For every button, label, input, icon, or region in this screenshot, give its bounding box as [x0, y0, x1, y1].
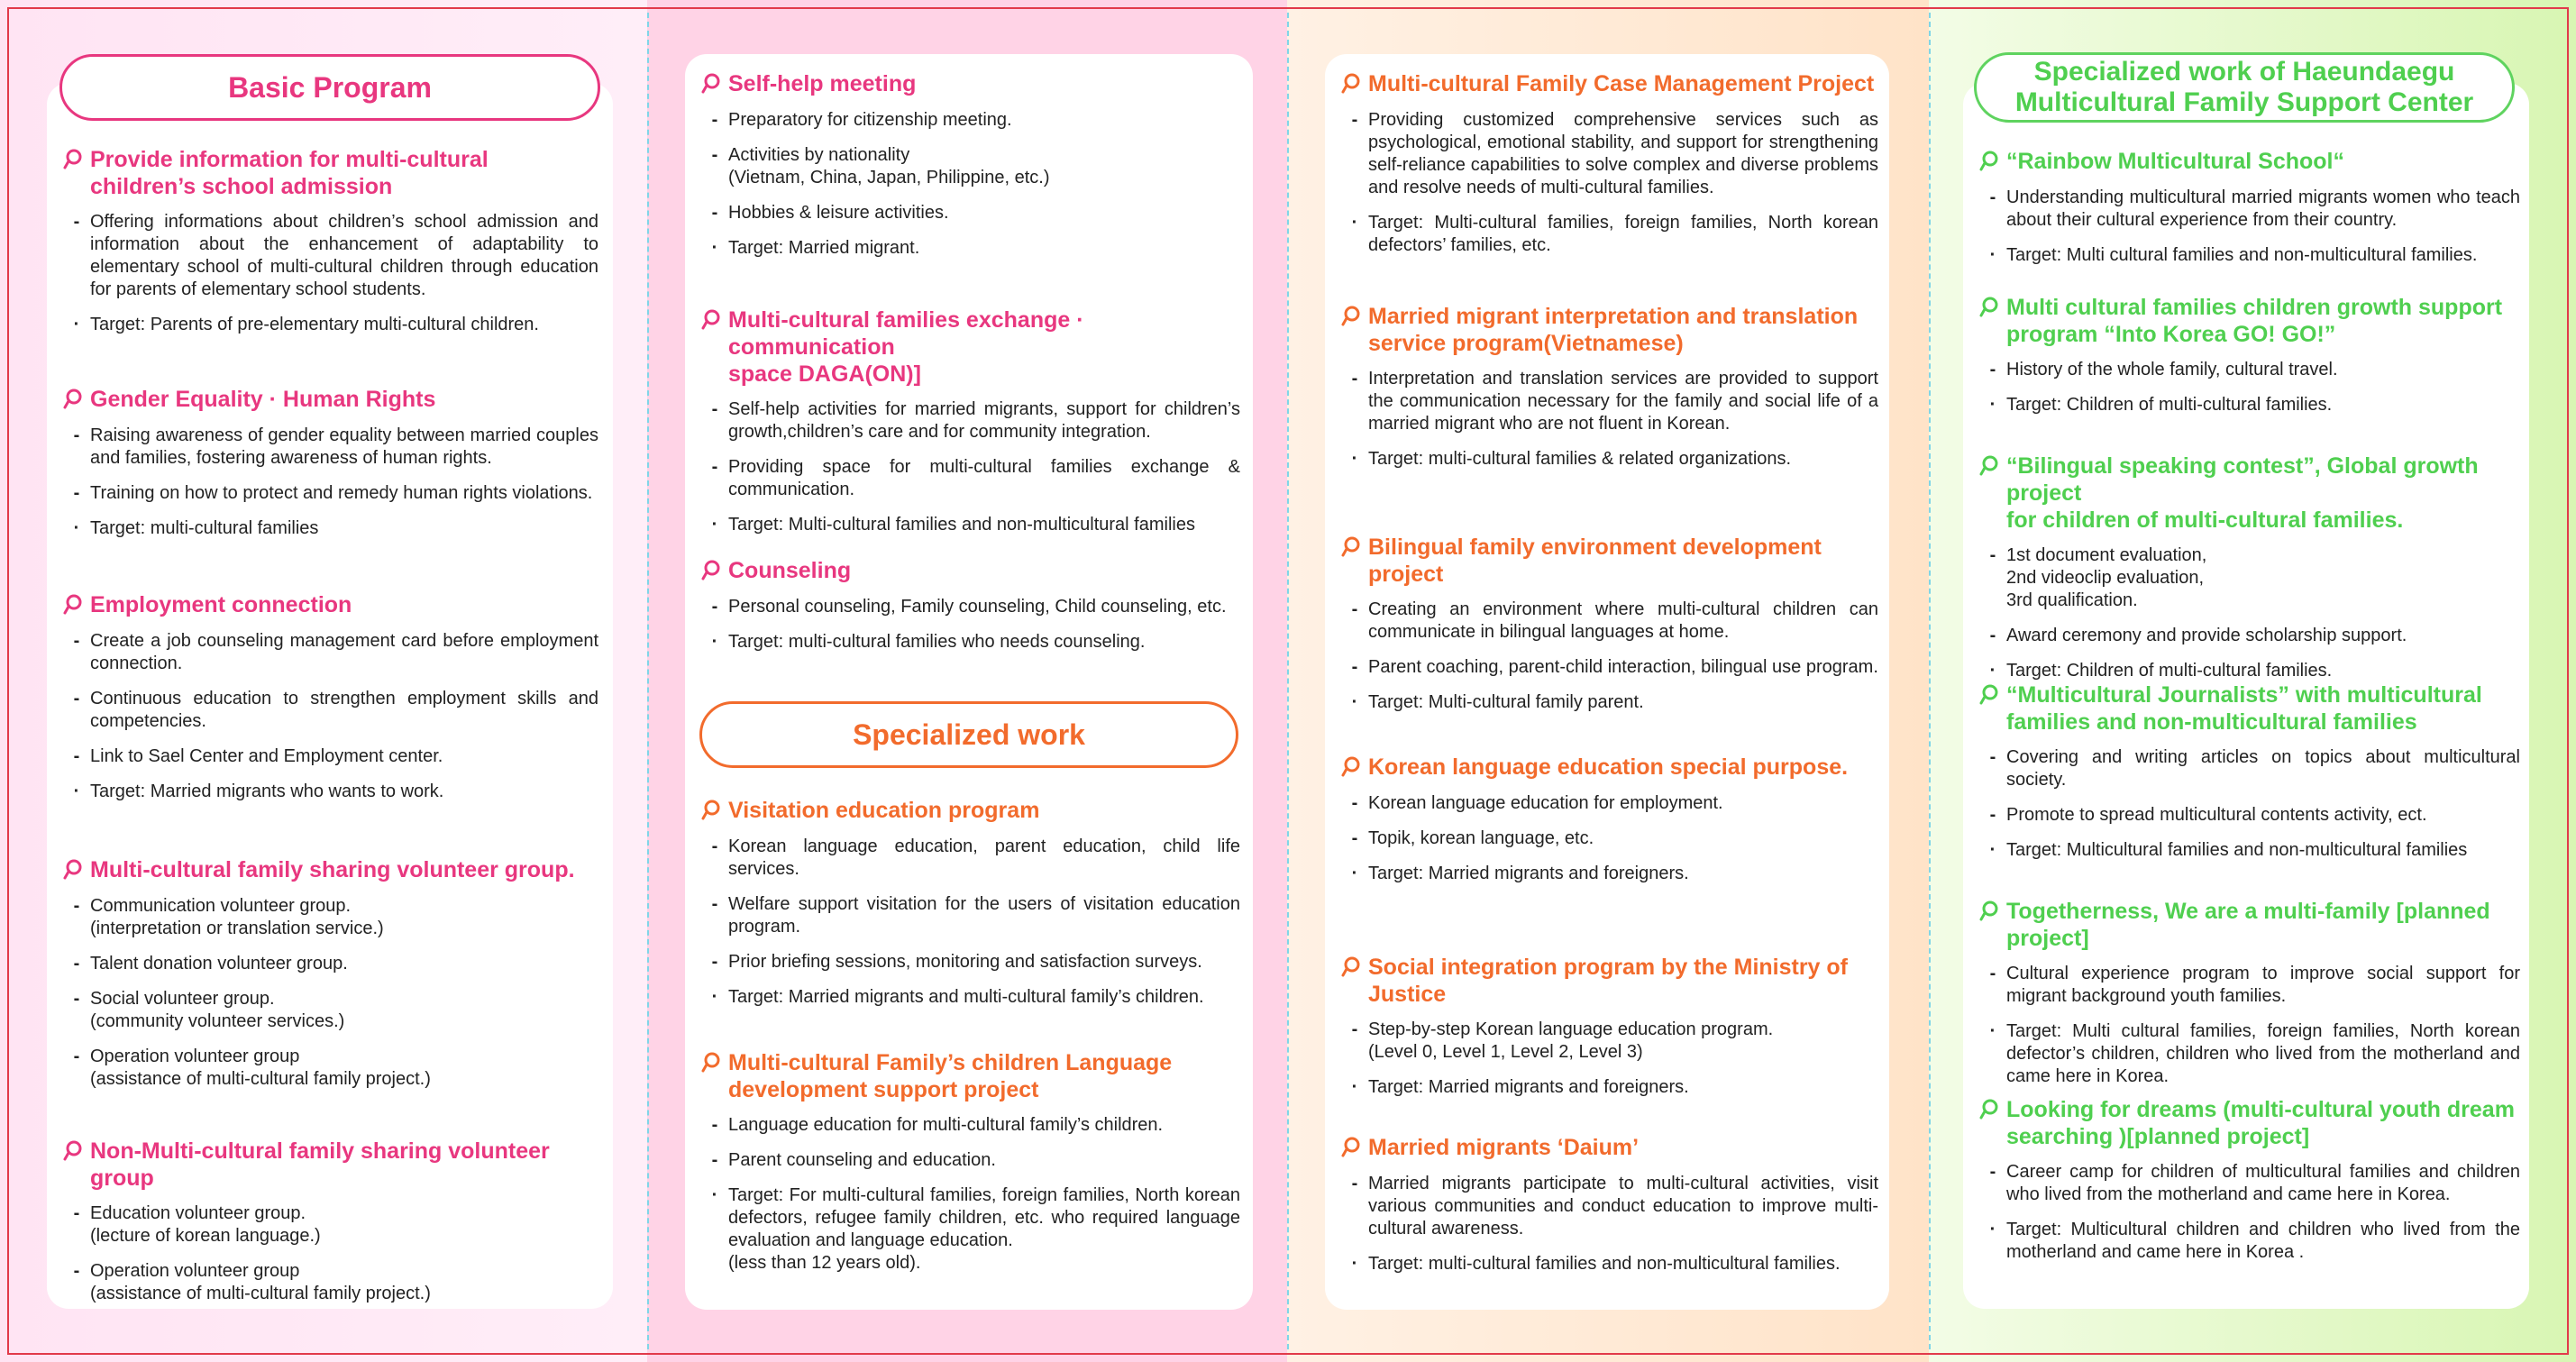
item-text: Career camp for children of multicultural families and children who lived from the motherland and came here in Korea.: [2006, 1162, 2520, 1204]
search-icon: [701, 308, 721, 336]
bullet-marker: ·: [1351, 213, 1358, 233]
section-counseling: [701, 557, 1240, 666]
fold-line: [647, 13, 649, 1349]
list-item: [701, 951, 1240, 974]
bullet-marker: -: [711, 952, 718, 972]
section-non-multi-cultural-family-sharing-volunt: [63, 1138, 598, 1318]
section-employment-connection: [63, 591, 598, 816]
search-icon: [1979, 150, 1999, 178]
section-title: [1979, 681, 2520, 736]
section-social-integration-program-by-the-minist: [1341, 954, 1878, 1111]
list-item: [1979, 963, 2520, 1008]
list-item: [701, 456, 1240, 501]
bullet-marker: -: [1989, 360, 1996, 379]
item-text: Operation volunteer group (assistance of multi-cultural family project.): [90, 1047, 431, 1089]
section-multi-cultural-family-case-management-pr: [1341, 70, 1878, 270]
bullet-marker: -: [711, 457, 718, 477]
item-text: Target: multi-cultural families who needs counseling.: [728, 632, 1146, 652]
section-title-text: Korean language education special purpose.: [1368, 754, 1849, 780]
search-icon: [63, 1139, 83, 1167]
target-item: [1341, 691, 1878, 714]
bullet-marker: -: [73, 425, 80, 445]
search-icon: [1979, 1098, 1999, 1126]
section-title: [1341, 1134, 1878, 1162]
section-title: [701, 797, 1240, 825]
search-icon: [63, 148, 83, 176]
section-title-text: Looking for dreams (multi-cultural youth dream searching )[planned project]: [2006, 1097, 2515, 1149]
section-bilingual-speaking-contest-global-growth: [1979, 452, 2520, 695]
search-icon: [1979, 900, 1999, 928]
item-text: Target: Multi-cultural family parent.: [1368, 692, 1644, 712]
list-item: [1341, 827, 1878, 850]
list-item: [63, 211, 598, 301]
list-item: [701, 202, 1240, 224]
section-title-text: Self-help meeting: [728, 71, 917, 96]
section-multi-cultural-family-sharing-volunteer-: [63, 856, 598, 1103]
bullet-marker: ·: [1989, 1220, 1996, 1239]
search-icon: [1979, 454, 1999, 482]
item-text: Cultural experience program to improve social support for migrant background youth families.: [2006, 964, 2520, 1006]
section-title-text: “Bilingual speaking contest”, Global growth project for children of multi-cultural families.: [2006, 453, 2479, 533]
search-icon: [701, 799, 721, 827]
section-title: [1979, 898, 2520, 952]
fold-line: [1287, 13, 1289, 1349]
item-text: Social volunteer group. (community volunteer services.): [90, 989, 345, 1031]
list-item: [63, 630, 598, 675]
list-item: [63, 1202, 598, 1248]
list-item: [701, 1114, 1240, 1137]
haeundaegu-center-heading: [1974, 52, 2515, 123]
list-item: [701, 144, 1240, 189]
item-text: Creating an environment where multi-cultural children can communicate in bilingual languages at home.: [1368, 599, 1878, 642]
bullet-marker: -: [73, 689, 80, 708]
item-text: Link to Sael Center and Employment center.: [90, 746, 443, 766]
target-item: [1979, 839, 2520, 862]
bullet-marker: -: [1351, 599, 1358, 619]
item-text: Language education for multi-cultural family’s children.: [728, 1115, 1164, 1135]
item-text: Personal counseling, Family counseling, Child counseling, etc.: [728, 597, 1227, 617]
item-text: Promote to spread multicultural contents activity, ect.: [2006, 805, 2427, 825]
search-icon: [1341, 72, 1361, 100]
list-item: [63, 482, 598, 505]
item-text: Award ceremony and provide scholarship support.: [2006, 626, 2407, 645]
target-item: [1341, 448, 1878, 471]
search-icon: [701, 72, 721, 100]
bullet-marker: ·: [73, 782, 80, 801]
bullet-marker: ·: [711, 238, 718, 258]
bullet-marker: -: [711, 145, 718, 165]
bullet-marker: -: [73, 1203, 80, 1223]
bullet-marker: -: [711, 203, 718, 223]
bullet-marker: -: [73, 212, 80, 232]
section-title: [701, 306, 1240, 388]
bullet-marker: -: [1989, 1162, 1996, 1182]
section-title-text: Employment connection: [90, 592, 352, 617]
item-text: Target: Parents of pre-elementary multi-cultural children.: [90, 315, 539, 334]
item-text: Target: multi-cultural families & related organizations.: [1368, 449, 1792, 469]
bullet-marker: -: [73, 896, 80, 916]
section-title-text: “Rainbow Multicultural School“: [2006, 149, 2344, 174]
item-text: Target: Married migrants who wants to work.: [90, 782, 444, 801]
section-rainbow-multicultural-school: [1979, 148, 2520, 279]
list-item: [1341, 1019, 1878, 1064]
target-item: [1979, 1219, 2520, 1264]
section-title: [701, 70, 1240, 98]
item-text: Hobbies & leisure activities.: [728, 203, 949, 223]
bullet-marker: -: [1351, 110, 1358, 130]
list-item: [1341, 109, 1878, 199]
bullet-marker: -: [73, 989, 80, 1009]
section-title-text: Bilingual family environment development project: [1368, 535, 1822, 587]
bullet-marker: ·: [1989, 395, 1996, 415]
bullet-marker: ·: [1351, 692, 1358, 712]
item-text: Target: Multicultural children and children who lived from the motherland and came here in Korea .: [2006, 1220, 2520, 1262]
list-item: [63, 953, 598, 975]
item-text: Target: Multi-cultural families, foreign families, North korean defectors’ families, etc.: [1368, 213, 1878, 255]
list-item: [1979, 359, 2520, 381]
section-title-text: Togetherness, We are a multi-family [planned project]: [2006, 899, 2490, 951]
list-item: [701, 596, 1240, 618]
item-text: Target: multi-cultural families: [90, 518, 319, 538]
bullet-marker: ·: [711, 1185, 718, 1205]
search-icon: [1341, 535, 1361, 563]
item-text: Activities by nationality (Vietnam, China, Japan, Philippine, etc.): [728, 145, 1050, 187]
list-item: [1341, 1173, 1878, 1240]
list-item: [63, 425, 598, 470]
search-icon: [1341, 305, 1361, 333]
item-text: Continuous education to strengthen employment skills and competencies.: [90, 689, 598, 731]
section-title-text: Social integration program by the Ministry of Justice: [1368, 955, 1849, 1007]
list-item: [1341, 599, 1878, 644]
item-text: Target: Married migrant.: [728, 238, 920, 258]
section-provide-information-for-multi-cultural-c: [63, 146, 598, 349]
list-item: [701, 893, 1240, 938]
section-multi-cultural-families-exchange-communi: [701, 306, 1240, 549]
list-item: [63, 688, 598, 733]
section-title-text: Visitation education program: [728, 798, 1040, 823]
search-icon: [1341, 1136, 1361, 1164]
item-text: Prior briefing sessions, monitoring and satisfaction surveys.: [728, 952, 1202, 972]
item-text: Married migrants participate to multi-cultural activities, visit various communities and conduct education to improve multi-cultural awareness.: [1368, 1174, 1878, 1239]
section-title: [1979, 452, 2520, 534]
target-item: [701, 986, 1240, 1009]
bullet-marker: ·: [1351, 1077, 1358, 1097]
search-icon: [1341, 755, 1361, 783]
target-item: [63, 517, 598, 540]
item-text: Target: Multi-cultural families and non-multicultural families: [728, 515, 1195, 535]
item-text: Parent counseling and education.: [728, 1150, 996, 1170]
bullet-marker: -: [1989, 545, 1996, 565]
bullet-marker: ·: [711, 515, 718, 535]
list-item: [1979, 1161, 2520, 1206]
section-title: [63, 386, 598, 414]
section-title: [701, 1049, 1240, 1103]
target-item: [63, 314, 598, 336]
item-text: Providing space for multi-cultural families exchange & communication.: [728, 457, 1240, 499]
target-item: [1341, 863, 1878, 885]
target-item: [1979, 660, 2520, 682]
item-text: Target: Children of multi-cultural families.: [2006, 395, 2333, 415]
section-title: [1979, 1096, 2520, 1150]
bullet-marker: -: [73, 1047, 80, 1066]
item-text: Target: Married migrants and foreigners.: [1368, 864, 1689, 883]
bullet-marker: ·: [711, 987, 718, 1007]
target-item: [701, 237, 1240, 260]
target-item: [1341, 1076, 1878, 1099]
item-text: Target: Multi cultural families, foreign families, North korean defector’s children, children who lived from the motherland and came here in Korea.: [2006, 1021, 2520, 1086]
list-item: [1979, 544, 2520, 612]
item-text: Target: Married migrants and multi-cultural family’s children.: [728, 987, 1204, 1007]
item-text: Target: Multi cultural families and non-multicultural families.: [2006, 245, 2478, 265]
bullet-marker: -: [73, 746, 80, 766]
section-title: [1341, 534, 1878, 588]
bullet-marker: -: [73, 631, 80, 651]
list-item: [701, 1149, 1240, 1172]
section-title-text: Multi-cultural families exchange · communication space DAGA(ON)]: [728, 307, 1084, 387]
section-title-text: Gender Equality · Human Rights: [90, 387, 436, 412]
section-title: [701, 557, 1240, 585]
bullet-marker: -: [711, 836, 718, 856]
bullet-marker: -: [711, 399, 718, 419]
list-item: [1341, 656, 1878, 679]
bullet-marker: -: [711, 1115, 718, 1135]
section-visitation-education-program: [701, 797, 1240, 1021]
section-gender-equality-human-rights: [63, 386, 598, 553]
section-title: [1341, 70, 1878, 98]
section-title: [1979, 148, 2520, 176]
section-self-help-meeting: [701, 70, 1240, 272]
bullet-marker: ·: [1351, 449, 1358, 469]
bullet-marker: -: [1351, 657, 1358, 677]
item-text: Target: Multicultural families and non-multicultural families: [2006, 840, 2468, 860]
bullet-marker: -: [73, 1261, 80, 1281]
bullet-marker: ·: [73, 518, 80, 538]
search-icon: [1979, 683, 1999, 711]
search-icon: [1979, 296, 1999, 324]
fold-line: [1929, 13, 1931, 1349]
list-item: [1341, 368, 1878, 435]
list-item: [1979, 804, 2520, 827]
section-title-text: Multi-cultural Family’s children Language development support project: [728, 1050, 1173, 1102]
search-icon: [701, 1051, 721, 1079]
item-text: 1st document evaluation, 2nd videoclip evaluation, 3rd qualification.: [2006, 545, 2207, 610]
search-icon: [63, 593, 83, 621]
item-text: Target: Married migrants and foreigners.: [1368, 1077, 1689, 1097]
section-multi-cultural-family-s-children-languag: [701, 1049, 1240, 1287]
section-title-text: Counseling: [728, 558, 852, 583]
basic-program-heading: Basic Program: [59, 54, 600, 121]
list-item: [63, 745, 598, 768]
list-item: [1979, 187, 2520, 232]
bullet-marker: ·: [1989, 1021, 1996, 1041]
section-title-text: Multi cultural families children growth support program “Into Korea GO! GO!”: [2006, 295, 2503, 347]
list-item: [701, 109, 1240, 132]
section-married-migrants-daium: [1341, 1134, 1878, 1288]
list-item: [63, 1046, 598, 1091]
bullet-marker: ·: [1351, 864, 1358, 883]
bullet-marker: -: [1351, 1019, 1358, 1039]
item-text: Self-help activities for married migrants, support for children’s growth,children’s care and for community integration.: [728, 399, 1240, 442]
bullet-marker: -: [1989, 964, 1996, 983]
bullet-marker: ·: [1989, 840, 1996, 860]
section-title-text: Non-Multi-cultural family sharing volunteer group: [90, 1138, 550, 1191]
bullet-marker: ·: [73, 315, 80, 334]
bullet-marker: -: [73, 954, 80, 974]
section-title-text: Multi-cultural Family Case Management Project: [1368, 71, 1875, 96]
target-item: [1979, 394, 2520, 416]
target-item: [701, 1184, 1240, 1275]
bullet-marker: ·: [711, 632, 718, 652]
section-title-text: Married migrants ‘Daium’: [1368, 1135, 1640, 1160]
item-text: Talent donation volunteer group.: [90, 954, 348, 974]
heading-line-2: Multicultural Family Support Center: [2014, 87, 2474, 117]
item-text: Parent coaching, parent-child interaction, bilingual use program.: [1368, 657, 1878, 677]
search-icon: [63, 388, 83, 416]
item-text: Target: Children of multi-cultural families.: [2006, 661, 2333, 681]
section-korean-language-education-special-purpos: [1341, 754, 1878, 898]
section-married-migrant-interpretation-and-trans: [1341, 303, 1878, 483]
section-bilingual-family-environment-development: [1341, 534, 1878, 727]
bullet-marker: -: [1989, 805, 1996, 825]
item-text: Korean language education for employment.: [1368, 793, 1723, 813]
search-icon: [1341, 955, 1361, 983]
section-title-text: Multi-cultural family sharing volunteer group.: [90, 857, 575, 882]
bullet-marker: -: [711, 110, 718, 130]
item-text: Operation volunteer group (assistance of multi-cultural family project.): [90, 1261, 431, 1303]
bullet-marker: ·: [1351, 1254, 1358, 1274]
list-item: [1979, 746, 2520, 791]
target-item: [701, 631, 1240, 654]
item-text: Step-by-step Korean language education program. (Level 0, Level 1, Level 2, Level 3): [1368, 1019, 1774, 1062]
list-item: [701, 836, 1240, 881]
item-text: Training on how to protect and remedy human rights violations.: [90, 483, 593, 503]
item-text: Providing customized comprehensive services such as psychological, emotional stability, and support for strengthening self-reliance capabilities to solve complex and diverse problems and resolve needs of multi-cultural families.: [1368, 110, 1878, 197]
target-item: [1979, 244, 2520, 267]
section-title: [1341, 754, 1878, 782]
list-item: [63, 1260, 598, 1305]
section-multi-cultural-families-children-growth-: [1979, 294, 2520, 429]
section-title-text: Provide information for multi-cultural children’s school admission: [90, 147, 489, 199]
item-text: Korean language education, parent education, child life services.: [728, 836, 1240, 879]
heading-line-1: Specialized work of Haeundaegu: [2033, 57, 2455, 87]
bullet-marker: -: [1351, 793, 1358, 813]
bullet-marker: -: [711, 597, 718, 617]
section-title: [1341, 954, 1878, 1008]
list-item: [1341, 792, 1878, 815]
item-text: Welfare support visitation for the users of visitation education program.: [728, 894, 1240, 937]
item-text: History of the whole family, cultural travel.: [2006, 360, 2338, 379]
section-title: [1341, 303, 1878, 357]
item-text: Preparatory for citizenship meeting.: [728, 110, 1012, 130]
section-looking-for-dreams-multi-cultural-youth-: [1979, 1096, 2520, 1276]
target-item: [701, 514, 1240, 536]
item-text: Target: multi-cultural families and non-multicultural families.: [1368, 1254, 1841, 1274]
search-icon: [701, 559, 721, 587]
item-text: Offering informations about children’s school admission and information about the enhancement of adaptability to elementary school of multi-cultural children through education for parents of elementary school students.: [90, 212, 598, 299]
bullet-marker: -: [1989, 187, 1996, 207]
item-text: Communication volunteer group. (interpretation or translation service.): [90, 896, 384, 938]
bullet-marker: -: [1351, 369, 1358, 388]
list-item: [63, 895, 598, 940]
bullet-marker: -: [73, 483, 80, 503]
specialized-work-heading: Specialized work: [699, 701, 1238, 768]
section-togetherness-we-are-a-multi-family-plann: [1979, 898, 2520, 1101]
item-text: Education volunteer group. (lecture of korean language.): [90, 1203, 321, 1246]
bullet-marker: ·: [1989, 245, 1996, 265]
item-text: Covering and writing articles on topics about multicultural society.: [2006, 747, 2520, 790]
section-title: [63, 1138, 598, 1192]
item-text: Interpretation and translation services are provided to support the communication necessary for the family and social life of a married migrant who are not fluent in Korean.: [1368, 369, 1878, 434]
item-text: Topik, korean language, etc.: [1368, 828, 1594, 848]
list-item: [63, 988, 598, 1033]
item-text: Understanding multicultural married migrants women who teach about their cultural experience from their country.: [2006, 187, 2520, 230]
bullet-marker: -: [1351, 828, 1358, 848]
bullet-marker: -: [1989, 747, 1996, 767]
section-title-text: “Multicultural Journalists” with multicultural families and non-multicultural families: [2006, 682, 2482, 735]
item-text: Create a job counseling management card before employment connection.: [90, 631, 598, 673]
target-item: [1979, 1020, 2520, 1088]
target-item: [1341, 212, 1878, 257]
item-text: Raising awareness of gender equality between married couples and families, fostering awareness of human rights.: [90, 425, 598, 468]
section-title: [63, 591, 598, 619]
section-multicultural-journalists-with-multicult: [1979, 681, 2520, 874]
list-item: [701, 398, 1240, 443]
bullet-marker: -: [1351, 1174, 1358, 1193]
bullet-marker: -: [711, 1150, 718, 1170]
section-title-text: Married migrant interpretation and translation service program(Vietnamese): [1368, 304, 1859, 356]
list-item: [1979, 625, 2520, 647]
item-text: Target: For multi-cultural families, foreign families, North korean defectors, refugee family children, etc. who required language evaluation and language education. (less than 12 years old).: [728, 1185, 1240, 1273]
target-item: [63, 781, 598, 803]
search-icon: [63, 858, 83, 886]
bullet-marker: -: [711, 894, 718, 914]
section-title: [63, 146, 598, 200]
target-item: [1341, 1253, 1878, 1275]
section-title: [1979, 294, 2520, 348]
bullet-marker: ·: [1989, 661, 1996, 681]
bullet-marker: -: [1989, 626, 1996, 645]
section-title: [63, 856, 598, 884]
